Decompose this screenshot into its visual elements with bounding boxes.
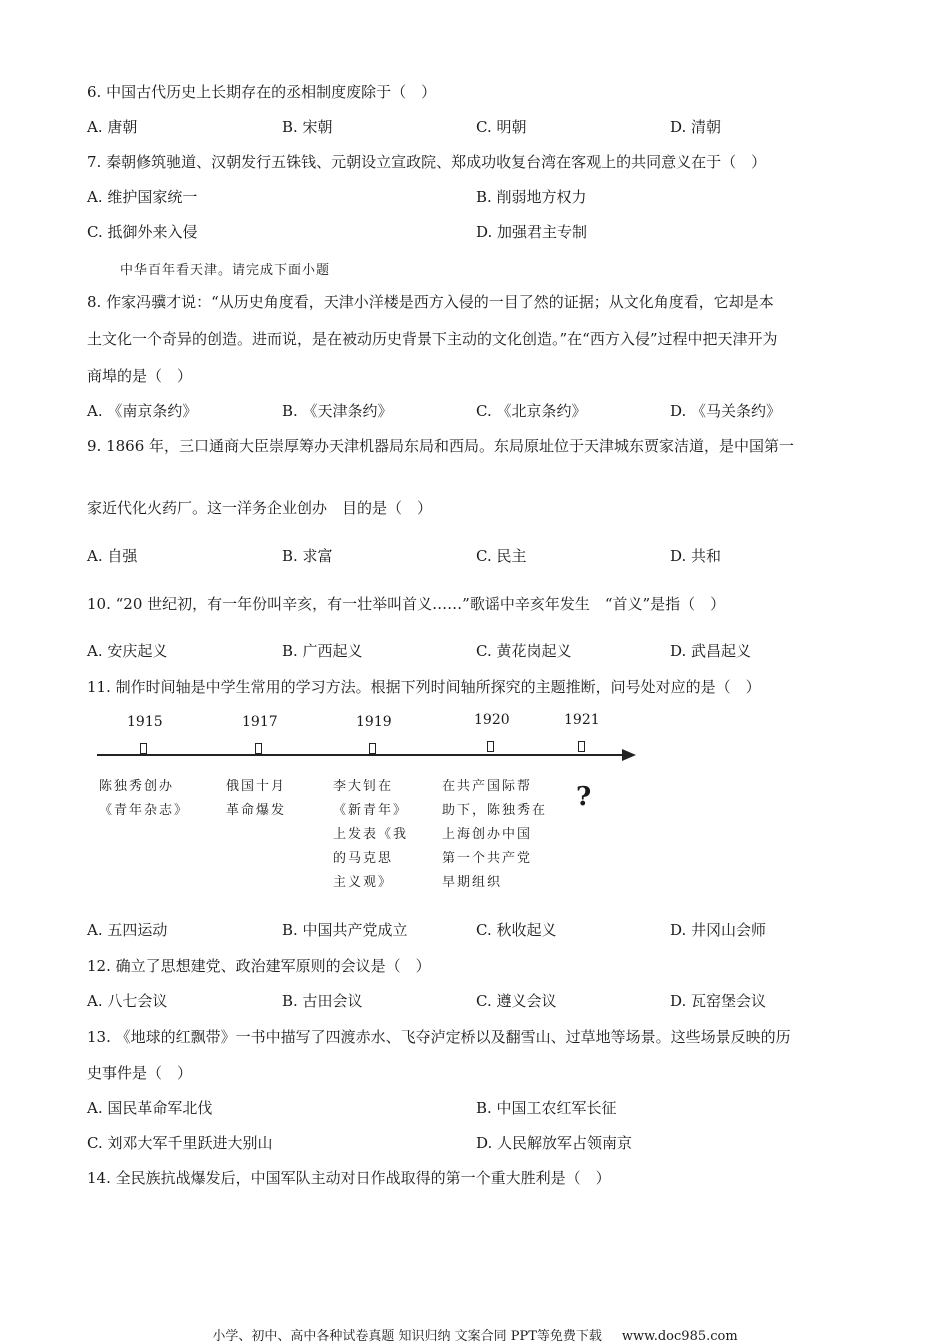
q12-option-c: C. 遵义会议: [476, 992, 557, 1010]
question-8-line-1: 8. 作家冯骥才说：“从历史角度看，天津小洋楼是西方入侵的一目了然的证据；从文化角度看，它却是本: [87, 293, 774, 311]
section-intro: 中华百年看天津。请完成下面小题: [120, 263, 331, 278]
q8-option-b: B. 《天津条约》: [282, 402, 393, 420]
timeline-caption-1919: 李大钊在 《新青年》 上发表《我 的马克思 主义观》: [333, 779, 409, 890]
q8-option-d: D. 《马关条约》: [670, 402, 782, 420]
q7-option-a: A. 维护国家统一: [87, 188, 198, 206]
q8-option-c: C. 《北京条约》: [476, 402, 587, 420]
timeline-year-1919: 1919: [356, 714, 392, 730]
q13-option-b: B. 中国工农红军长征: [476, 1099, 617, 1117]
timeline-tick: [255, 743, 262, 754]
q7-option-b: B. 削弱地方权力: [476, 188, 587, 206]
q6-option-b: B. 宋朝: [282, 118, 333, 136]
page-footer: [0, 1325, 950, 1344]
question-11-stem: 11. 制作时间轴是中学生常用的学习方法。根据下列时间轴所探究的主题推断，问号处对应的是（ ）: [87, 678, 761, 696]
q9-option-b: B. 求富: [282, 547, 333, 565]
timeline-year-1915: 1915: [127, 714, 163, 730]
q13-option-d: D. 人民解放军占领南京: [476, 1134, 633, 1152]
question-12-stem: 12. 确立了思想建党、政治建军原则的会议是（ ）: [87, 957, 431, 975]
footer-text: 小学、初中、高中各种试卷真题 知识归纳 文案合同 PPT等免费下载: [212, 1329, 602, 1344]
timeline-tick: [369, 743, 376, 754]
q10-option-b: B. 广西起义: [282, 642, 363, 660]
timeline-year-1917: 1917: [242, 714, 278, 730]
timeline-axis: [97, 754, 627, 756]
question-6-stem: 6. 中国古代历史上长期存在的丞相制度废除于（ ）: [87, 83, 437, 101]
timeline-caption-1915: 陈独秀创办 《青年杂志》: [99, 779, 190, 818]
q13-option-c: C. 刘邓大军千里跃进大别山: [87, 1134, 273, 1152]
q9-option-c: C. 民主: [476, 547, 527, 565]
question-13-line-2: 史事件是（ ）: [87, 1064, 193, 1082]
question-10-stem: 10. “20 世纪初，有一年份叫辛亥，有一壮举叫首义……”歌谣中辛亥年发生 “首义”是指（ ）: [87, 595, 726, 613]
q9-option-a: A. 自强: [87, 547, 138, 565]
q9-option-d: D. 共和: [670, 547, 722, 565]
q7-option-d: D. 加强君主专制: [476, 223, 588, 241]
q11-option-b: B. 中国共产党成立: [282, 921, 408, 939]
q11-option-a: A. 五四运动: [87, 921, 168, 939]
timeline-caption-1920: 在共产国际帮 助下，陈独秀在 上海创办中国 第一个共产党 早期组织: [442, 779, 548, 890]
question-14-stem: 14. 全民族抗战爆发后，中国军队主动对日作战取得的第一个重大胜利是（ ）: [87, 1169, 611, 1187]
question-7-stem: 7. 秦朝修筑驰道、汉朝发行五铢钱、元朝设立宣政院、郑成功收复台湾在客观上的共同意义在于（ ）: [87, 153, 767, 171]
timeline-tick: [487, 741, 494, 752]
timeline-tick: [140, 743, 147, 754]
timeline-question-mark: ?: [576, 782, 592, 812]
q13-option-a: A. 国民革命军北伐: [87, 1099, 213, 1117]
q12-option-b: B. 古田会议: [282, 992, 363, 1010]
q11-option-c: C. 秋收起义: [476, 921, 557, 939]
timeline-tick: [578, 741, 585, 752]
question-8-line-2: 土文化一个奇异的创造。进而说，是在被动历史背景下主动的文化创造。”在“西方入侵”过程中把天津开为: [87, 330, 778, 348]
q7-option-c: C. 抵御外来入侵: [87, 223, 198, 241]
q6-option-a: A. 唐朝: [87, 118, 138, 136]
timeline-year-1921: 1921: [564, 712, 600, 728]
question-9-line-1: 9. 1866 年，三口通商大臣崇厚筹办天津机器局东局和西局。东局原址位于天津城东贾家洁道，是中国第一: [87, 437, 795, 455]
q8-option-a: A. 《南京条约》: [87, 402, 198, 420]
q10-option-a: A. 安庆起义: [87, 642, 168, 660]
timeline-caption-1917: 俄国十月 革命爆发: [226, 779, 287, 818]
question-8-line-3: 商埠的是（ ）: [87, 367, 193, 385]
q6-option-d: D. 清朝: [670, 118, 722, 136]
footer-site-link[interactable]: www.doc985.com: [621, 1329, 738, 1344]
q12-option-d: D. 瓦窑堡会议: [670, 992, 767, 1010]
timeline-arrow-icon: [622, 749, 636, 761]
question-13-line-1: 13. 《地球的红飘带》一书中描写了四渡赤水、飞夺泸定桥以及翻雪山、过草地等场景。这些场景反映的历: [87, 1028, 791, 1046]
question-9-line-2: 家近代化火药厂。这一洋务企业创办 目的是（ ）: [87, 499, 433, 517]
q6-option-c: C. 明朝: [476, 118, 527, 136]
q10-option-d: D. 武昌起义: [670, 642, 752, 660]
timeline-year-1920: 1920: [474, 712, 510, 728]
q10-option-c: C. 黄花岗起义: [476, 642, 572, 660]
q12-option-a: A. 八七会议: [87, 992, 168, 1010]
q11-option-d: D. 井冈山会师: [670, 921, 767, 939]
